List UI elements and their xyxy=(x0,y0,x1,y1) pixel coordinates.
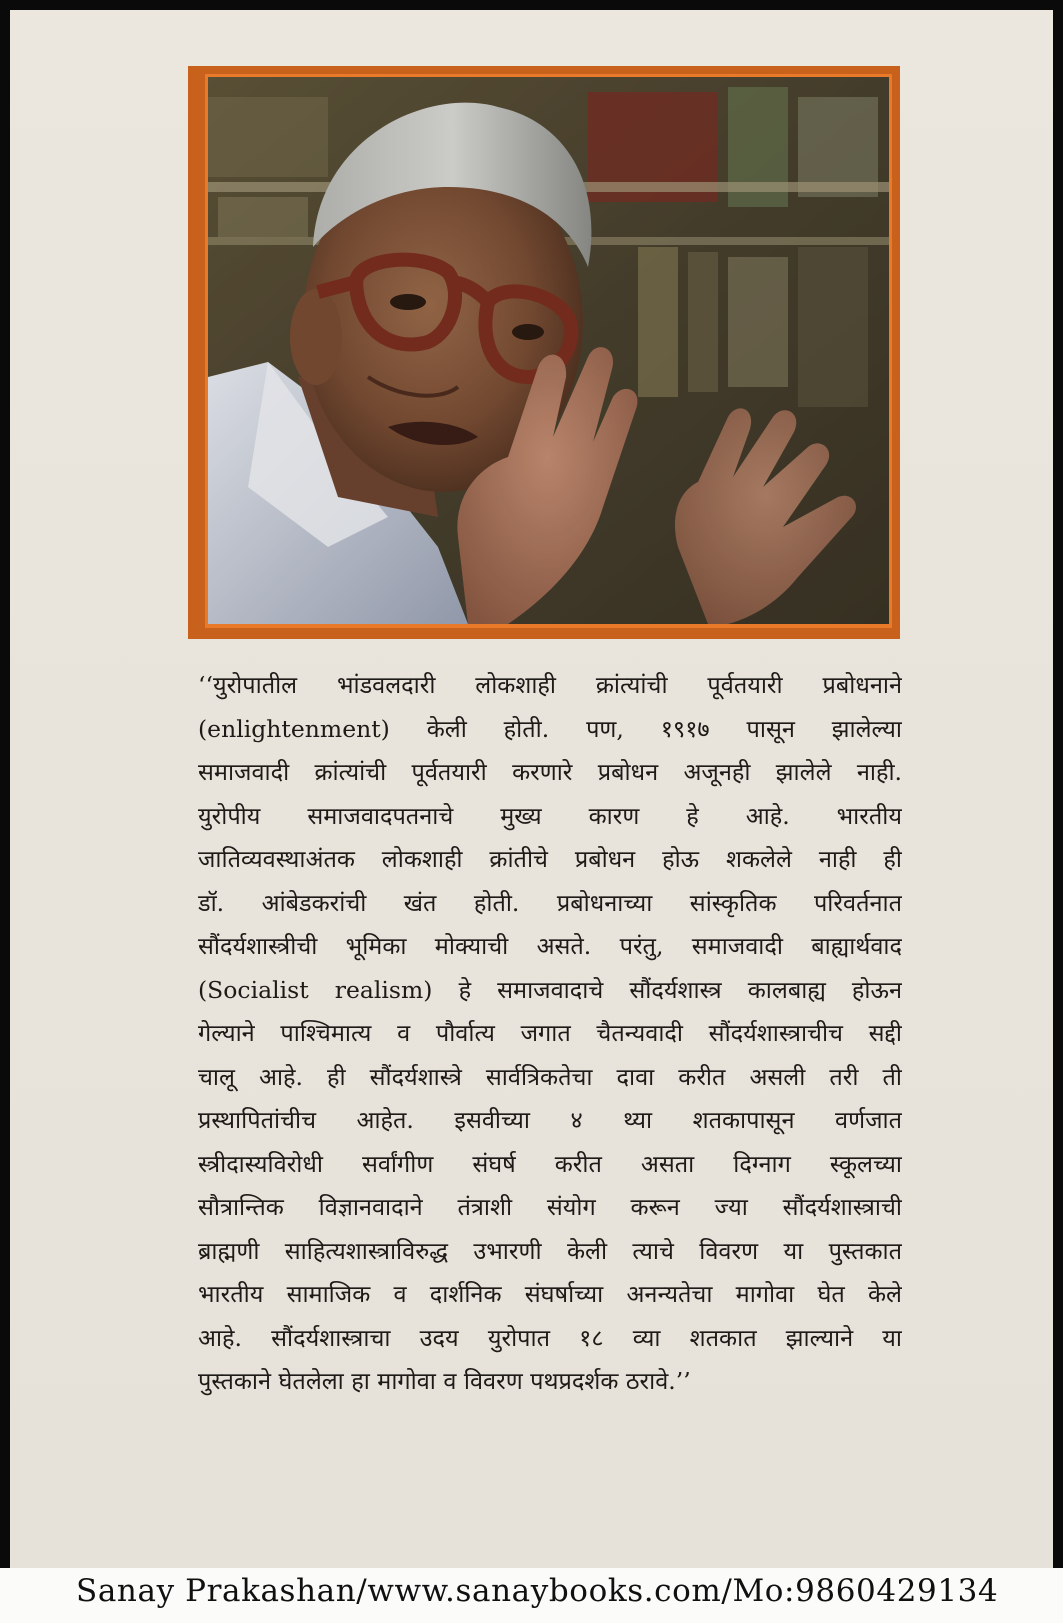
quote-line: (Socialist realism) हे समाजवादाचे सौंदर्यशास्त्र कालबाह्य होऊन xyxy=(198,975,902,1004)
quote-line: डॉ. आंबेडकरांची खंत होती. प्रबोधनाच्या सांस्कृतिक परिवर्तनात xyxy=(198,888,902,917)
quote-line: स्त्रीदास्यविरोधी सर्वांगीण संघर्ष करीत असता दिग्नाग स्कूलच्या xyxy=(198,1149,902,1178)
quote-line: प्रस्थापितांचीच आहेत. इसवीच्या ४ थ्या शतकापासून वर्णजात xyxy=(198,1106,902,1134)
quote-line: गेल्याने पाश्चिमात्य व पौर्वात्य जगात चैतन्यवादी सौंदर्यशास्त्राचीच सद्दी xyxy=(198,1019,902,1047)
quote-line: पुस्तकाने घेतलेला हा मागोवा व विवरण पथप्रदर्शक ठरावे.’’ xyxy=(198,1367,691,1395)
quote-line: जातिव्यवस्थाअंतक लोकशाही क्रांतीचे प्रबोधन होऊ शकलेले नाही ही xyxy=(198,845,902,873)
author-photo xyxy=(208,77,889,624)
quote-line: ब्राह्मणी साहित्यशास्त्राविरुद्ध उभारणी केली त्याचे विवरण या पुस्तकात xyxy=(198,1236,902,1265)
quote-line: युरोपीय समाजवादपतनाचे मुख्य कारण हे आहे. भारतीय xyxy=(198,801,902,830)
quote-line: (enlightenment) केली होती. पण, १९१७ पासून झालेल्या xyxy=(198,714,902,743)
quote-line: समाजवादी क्रांत्यांची पूर्वतयारी करणारे प्रबोधन अजूनही झालेले नाही. xyxy=(198,758,902,786)
quote-line: ‘‘युरोपातील भांडवलदारी लोकशाही क्रांत्यांची पूर्वतयारी प्रबोधनाने xyxy=(198,671,902,699)
quote-line: सौंदर्यशास्त्रीची भूमिका मोक्याची असते. परंतु, समाजवादी बाह्यार्थवाद xyxy=(198,932,902,960)
quote-line: भारतीय सामाजिक व दार्शनिक संघर्षाच्या अनन्यतेचा मागोवा घेत केले xyxy=(198,1280,902,1308)
book-blurb-quote xyxy=(198,664,902,1404)
publisher-contact: Sanay Prakashan/www.sanaybooks.com/Mo:9860429134 xyxy=(76,1573,999,1609)
quote-line: आहे. सौंदर्यशास्त्राचा उदय युरोपात १८ व्या शतकात झाल्याने या xyxy=(198,1323,902,1352)
author-photo-frame xyxy=(188,66,900,639)
quote-line: चालू आहे. ही सौंदर्यशास्त्रे सार्वत्रिकतेचा दावा करीत असली तरी ती xyxy=(198,1062,902,1091)
author-portrait-illustration xyxy=(208,77,889,624)
back-cover xyxy=(10,10,1053,1613)
quote-line: सौत्रान्तिक विज्ञानवादाने तंत्राशी संयोग करून ज्या सौंदर्यशास्त्राची xyxy=(198,1193,902,1221)
